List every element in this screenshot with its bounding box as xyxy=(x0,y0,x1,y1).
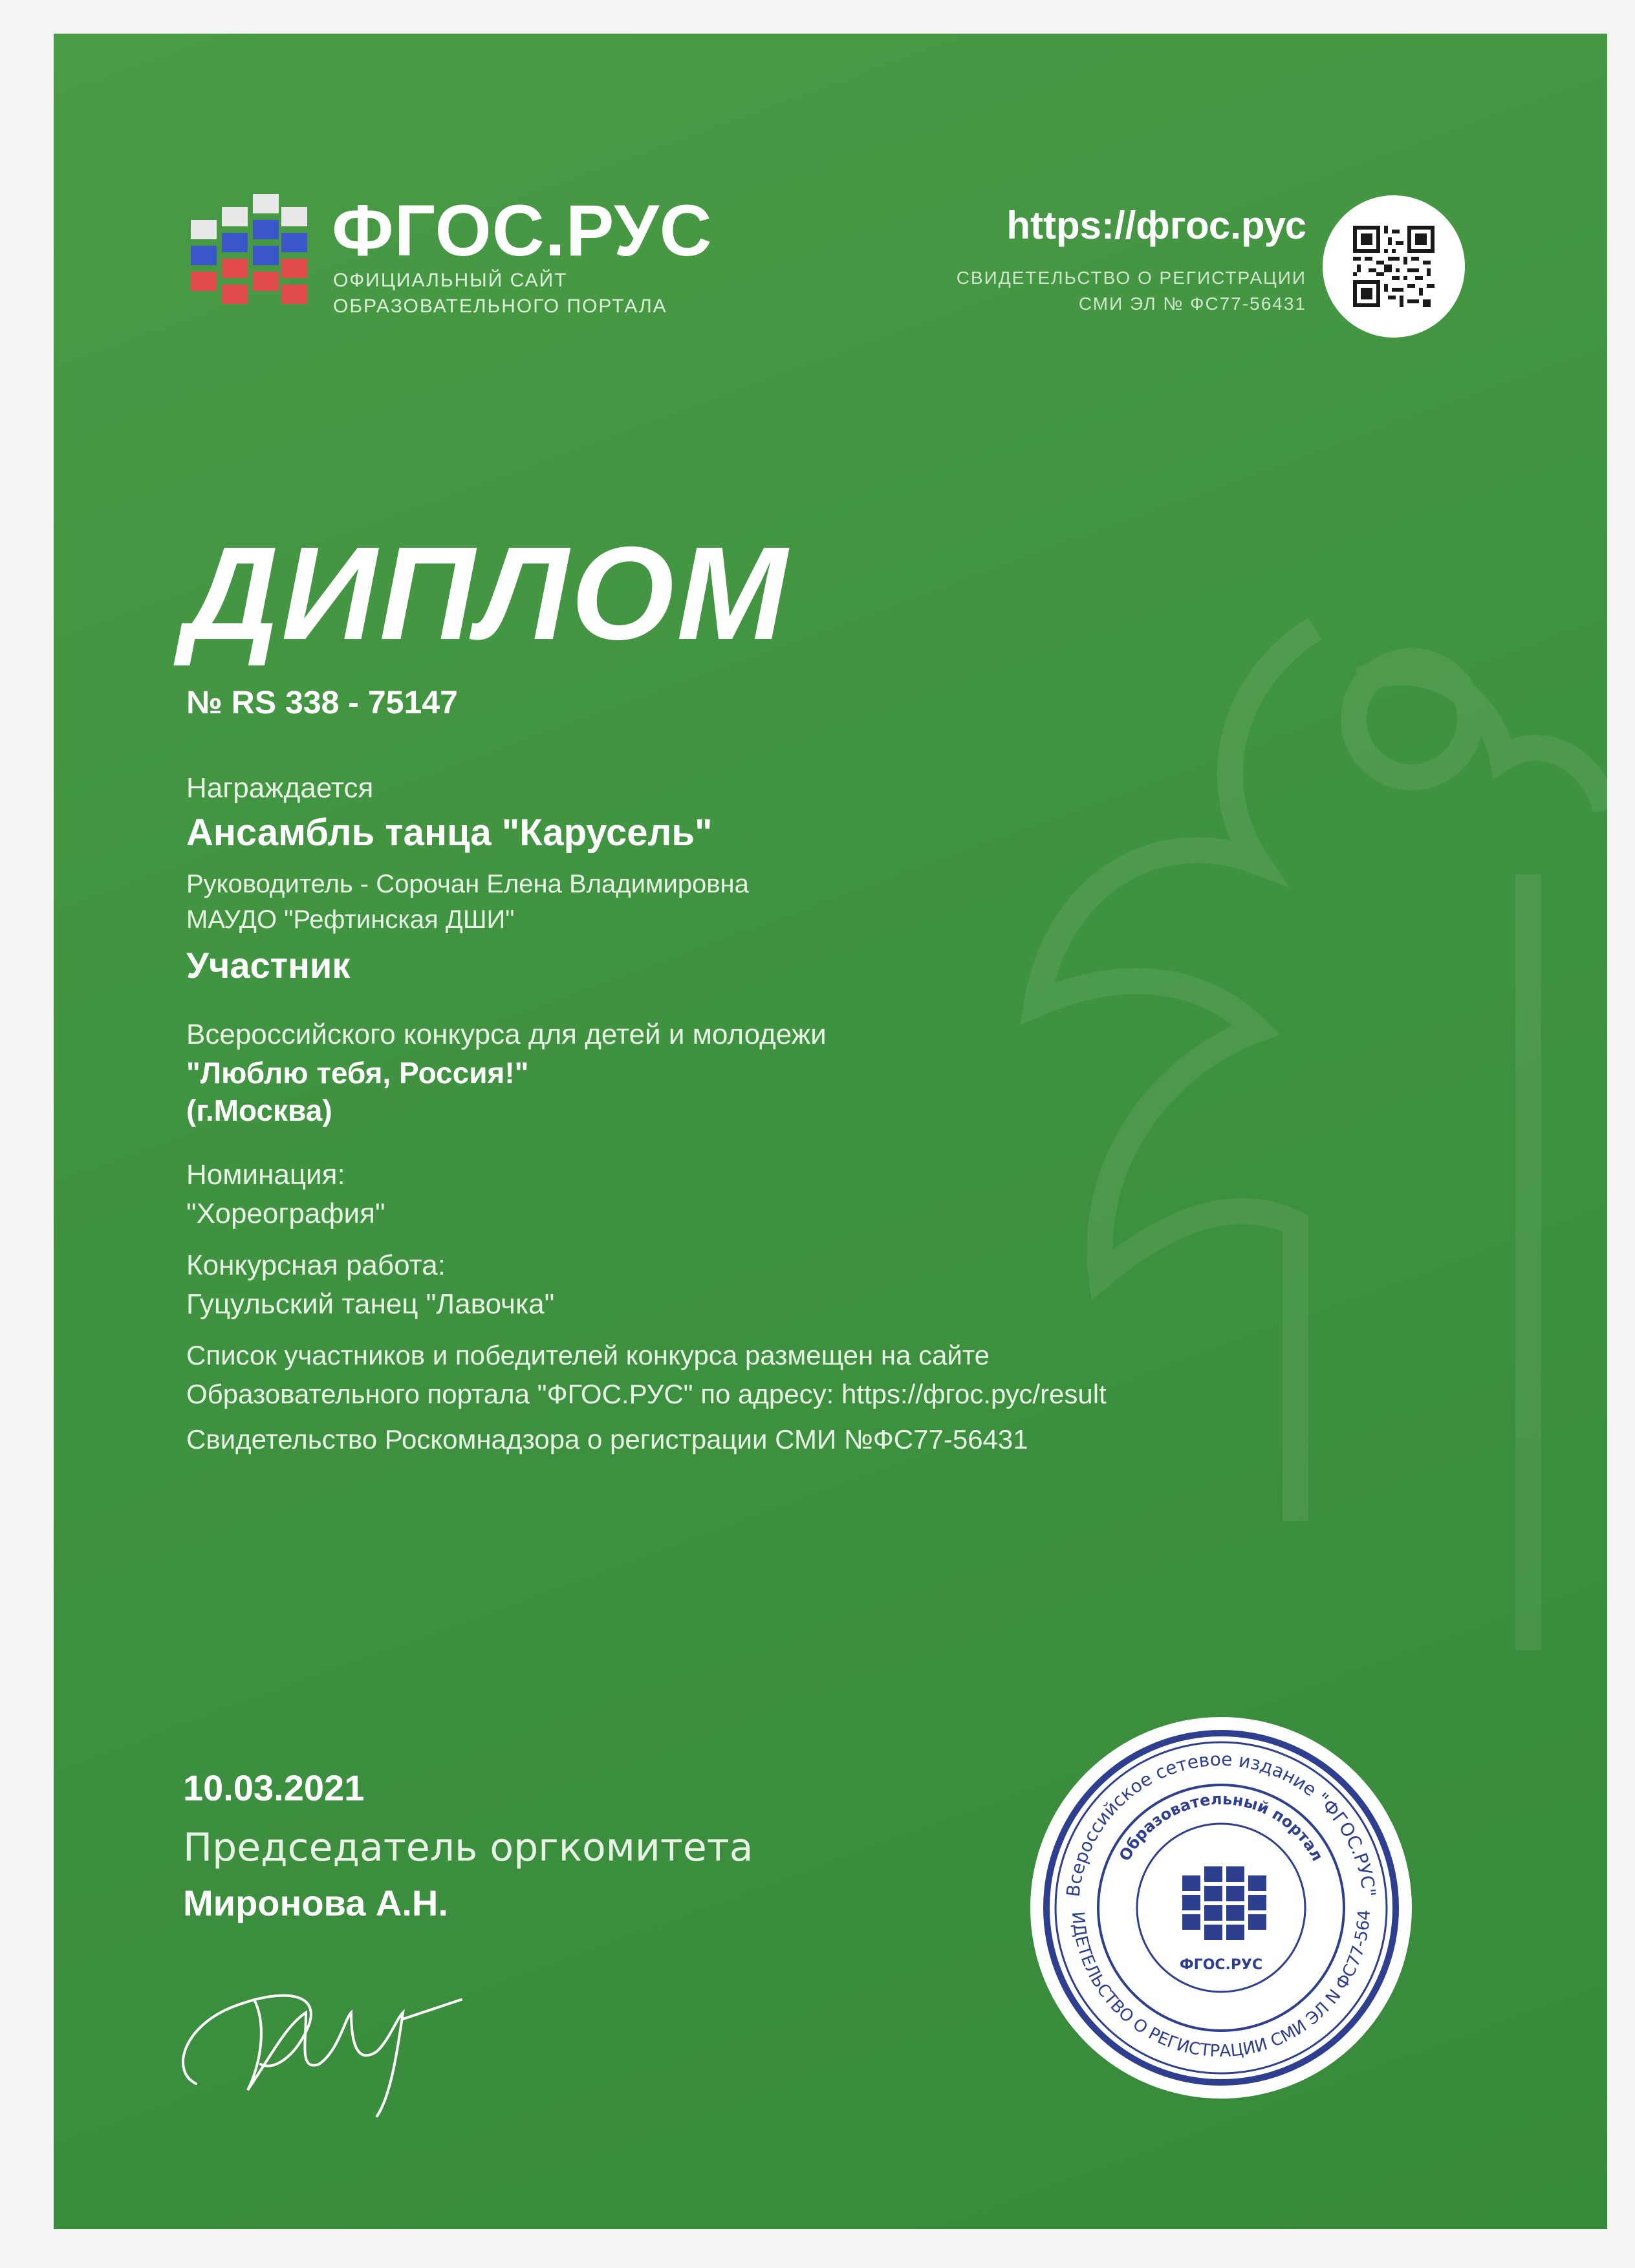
organization-line: МАУДО "Рефтинская ДШИ" xyxy=(186,905,515,934)
seal-bottom-textpath: ИДЕТЕЛЬСТВО О РЕГИСТРАЦИИ СМИ ЭЛ N ФС77-564 xyxy=(1067,1909,1375,2062)
official-seal xyxy=(1027,1714,1415,2102)
diploma-sheet xyxy=(54,34,1607,2229)
seal-graphic xyxy=(1027,1714,1415,2102)
logo-subtitle-line-1: ОФИЦИАЛЬНЫЙ САЙТ xyxy=(333,270,568,291)
logo-title: ФГОС.РУС xyxy=(332,190,713,271)
work-label: Конкурсная работа: xyxy=(186,1249,446,1281)
portal-logo-icon xyxy=(191,194,307,317)
chair-name: Миронова А.Н. xyxy=(183,1883,448,1923)
participant-status: Участник xyxy=(186,945,351,986)
results-list-line-1: Список участников и победителей конкурса размещен на сайте xyxy=(186,1340,990,1370)
work-value: Гуцульский танец "Лавочка" xyxy=(186,1288,555,1320)
seal-center-text: ФГОС.РУС xyxy=(1179,1957,1263,1973)
registration-line-1: СВИДЕТЕЛЬСТВО О РЕГИСТРАЦИИ xyxy=(956,268,1306,288)
contest-name: "Люблю тебя, Россия!" xyxy=(186,1056,529,1090)
logo-subtitle xyxy=(333,268,667,319)
qr-code-circle xyxy=(1323,195,1465,338)
contest-city: (г.Москва) xyxy=(186,1094,332,1127)
site-url: https://фгос.рус xyxy=(1006,204,1306,247)
signature-icon xyxy=(157,1922,545,2129)
seal-outer-textpath: Всероссийское сетевое издание "ФГОС.РУС" xyxy=(1062,1748,1380,1898)
awardee-name: Ансамбль танца "Карусель" xyxy=(186,812,713,854)
qr-code-icon xyxy=(1353,226,1435,307)
awarded-label: Награждается xyxy=(186,772,374,804)
nomination-value: "Хореография" xyxy=(186,1198,385,1229)
issue-date: 10.03.2021 xyxy=(183,1767,365,1808)
registration-note: Свидетельство Роскомнадзора о регистрации СМИ №ФС77-56431 xyxy=(186,1424,1028,1454)
contest-line: Всероссийского конкурса для детей и молодежи xyxy=(186,1019,827,1050)
diploma-number: № RS 338 - 75147 xyxy=(186,684,458,720)
registration-line-2: СМИ ЭЛ № ФС77-56431 xyxy=(1078,294,1306,314)
eagle-watermark-icon xyxy=(959,551,1607,1715)
leader-line: Руководитель - Сорочан Елена Владимировна xyxy=(186,870,749,898)
logo-subtitle-line-2: ОБРАЗОВАТЕЛЬНОГО ПОРТАЛА xyxy=(333,296,667,317)
results-list-line-2: Образовательного портала "ФГОС.РУС" по адресу: https://фгос.рус/result xyxy=(186,1379,1107,1409)
chair-title: Председатель оргкомитета xyxy=(183,1825,753,1870)
seal-inner-textpath: Образовательный портал xyxy=(1115,1789,1327,1864)
nomination-label: Номинация: xyxy=(186,1159,345,1191)
diploma-title: ДИПЛОМ xyxy=(183,519,790,667)
